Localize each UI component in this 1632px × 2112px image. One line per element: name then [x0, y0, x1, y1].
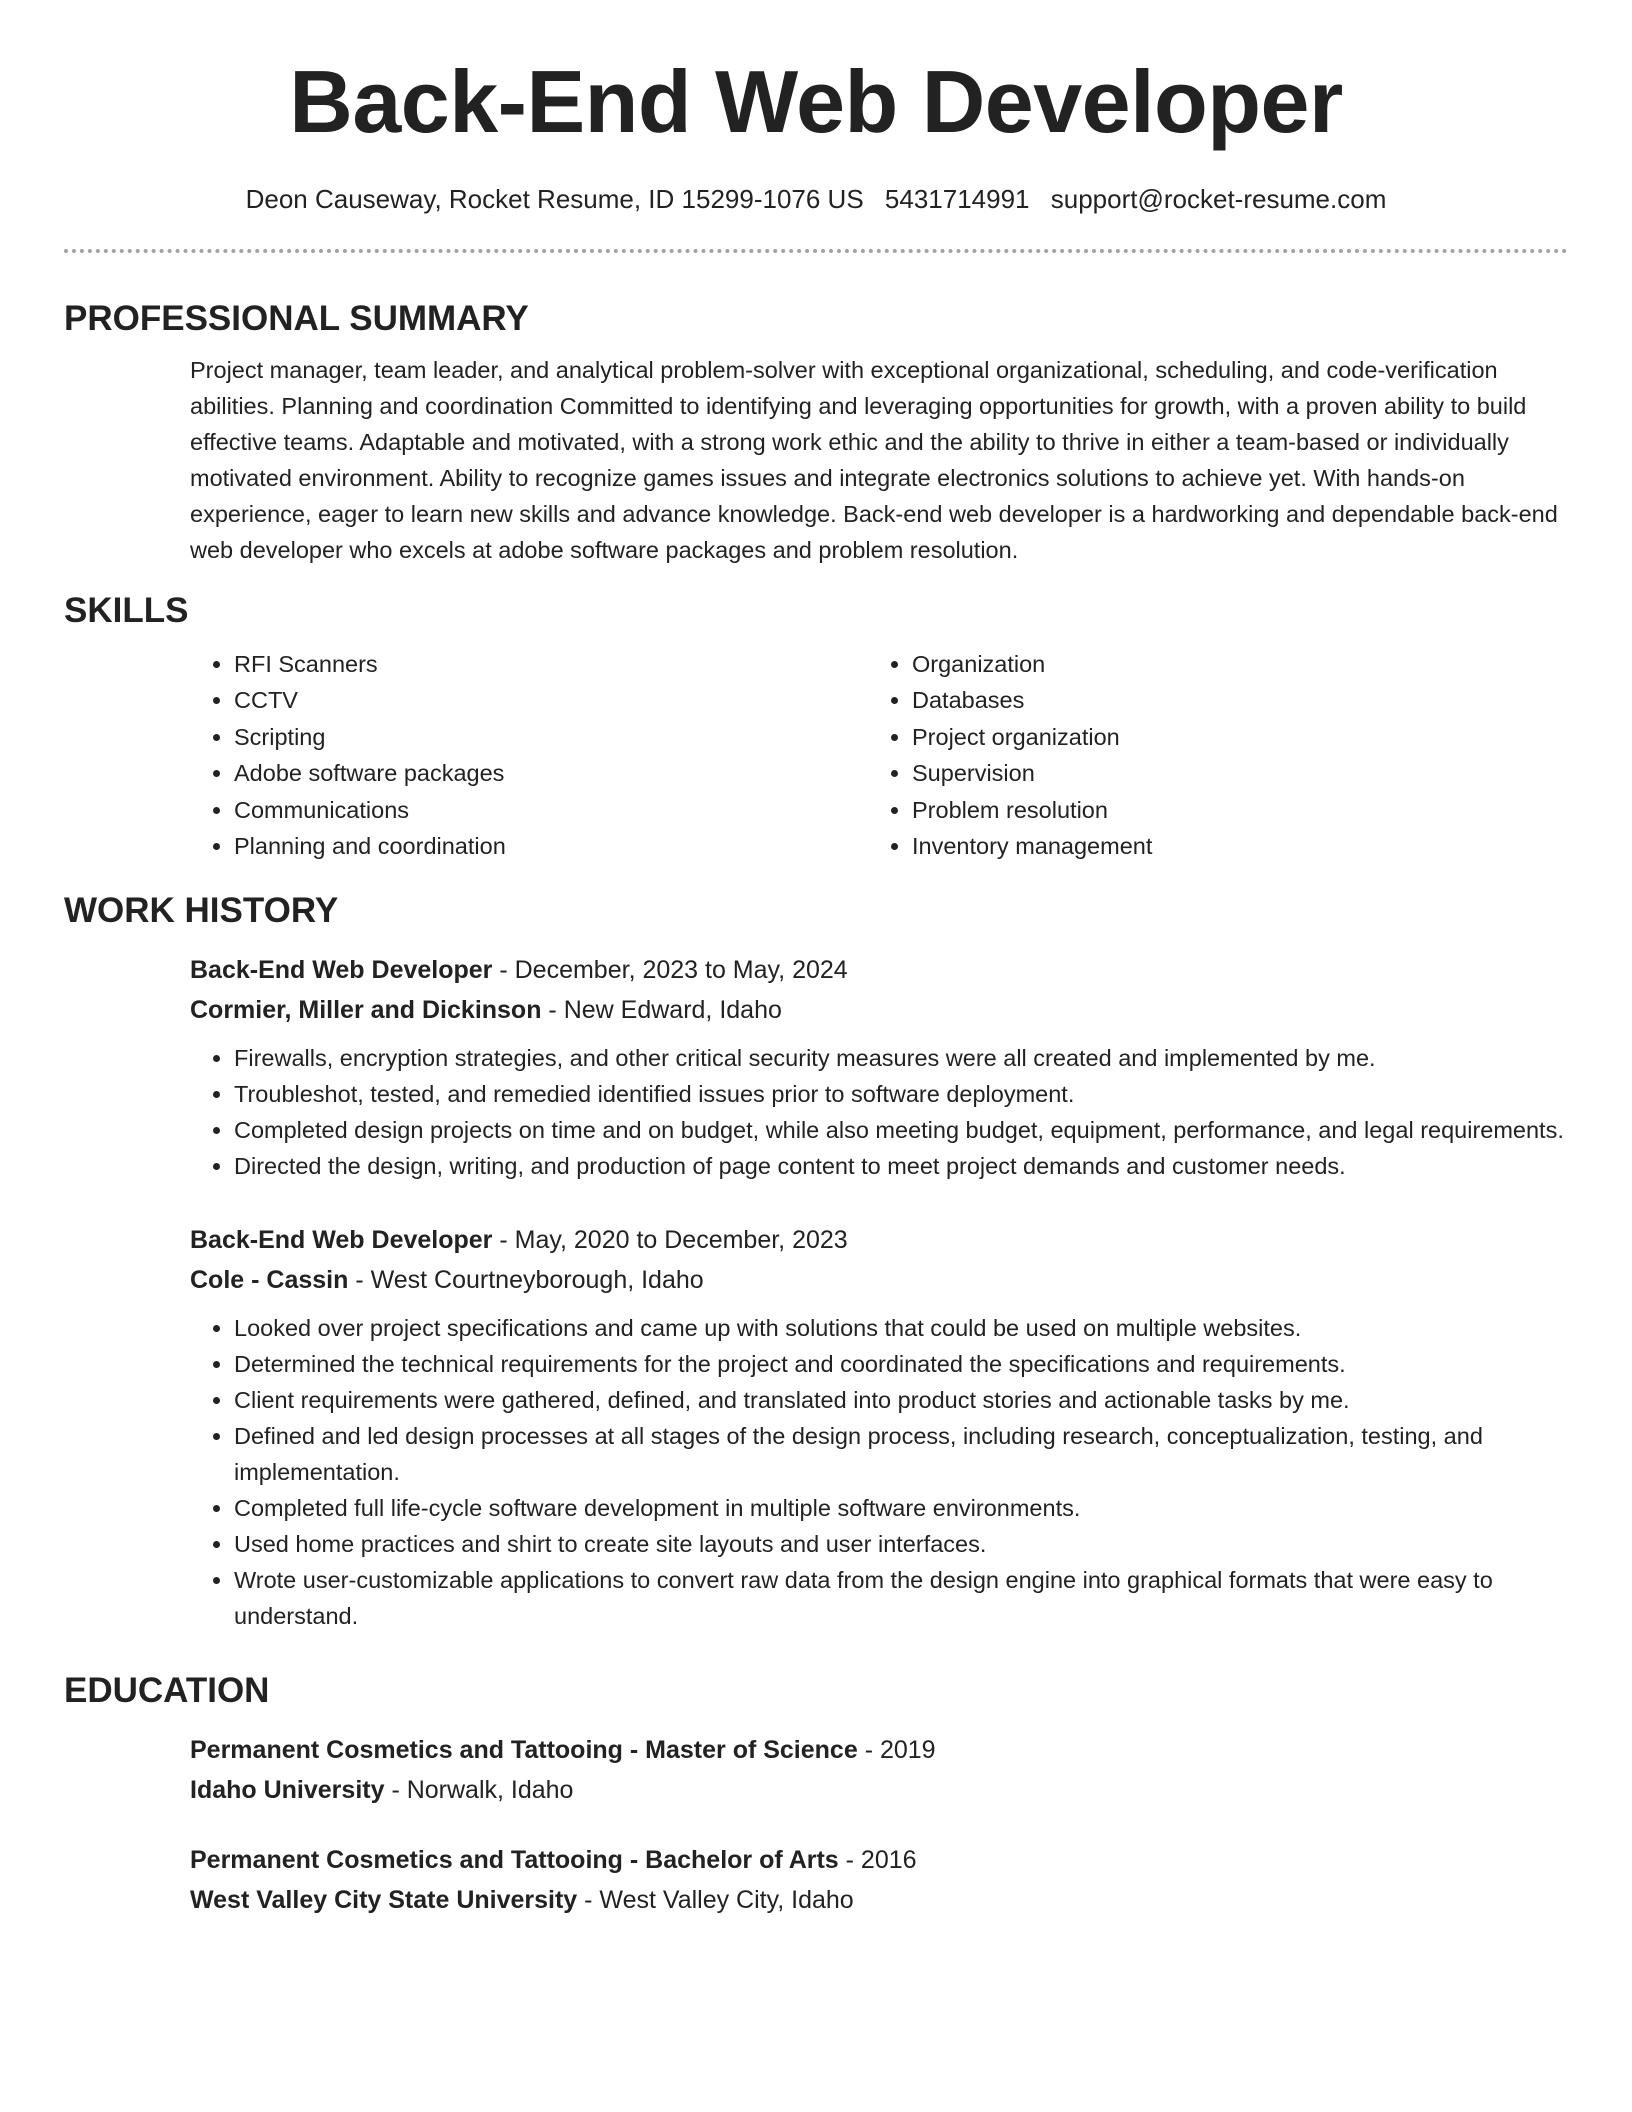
skill-item: • Problem resolution — [912, 792, 1546, 828]
job-company: Cormier, Miller and Dickinson — [190, 996, 542, 1025]
job-bullet: • Looked over project specifications and came up with solutions that could be used on multiple websites. — [234, 1310, 1568, 1346]
job-entry — [190, 950, 1568, 1184]
job-bullets — [190, 1310, 1568, 1634]
contact-address: Deon Causeway, Rocket Resume, ID 15299-1076 US — [245, 184, 864, 214]
skills-list-left — [190, 646, 868, 864]
resume-content — [64, 294, 1568, 1920]
school: West Valley City State University — [190, 1886, 578, 1915]
school-line — [190, 1770, 1568, 1810]
school-location: - Norwalk, Idaho — [384, 1776, 574, 1805]
degree-line — [190, 1730, 1568, 1770]
education-section — [64, 1730, 1568, 1920]
job-bullet: • Firewalls, encryption strategies, and other critical security measures were all created and implemented by me. — [234, 1040, 1568, 1076]
skill-item: • Scripting — [234, 719, 868, 755]
job-title-line — [190, 950, 1568, 990]
skill-item: • Communications — [234, 792, 868, 828]
degree-year: - 2019 — [857, 1736, 936, 1765]
degree: Permanent Cosmetics and Tattooing - Master of Science — [190, 1736, 858, 1765]
work-heading: WORK HISTORY — [64, 891, 339, 931]
skill-item: • Planning and coordination — [234, 828, 868, 864]
job-title: Back-End Web Developer — [190, 956, 493, 985]
degree: Permanent Cosmetics and Tattooing - Bachelor of Arts — [190, 1846, 839, 1875]
job-bullet: • Completed design projects on time and on budget, while also meeting budget, equipment, performance, and legal requirements. — [234, 1112, 1568, 1148]
contact-line — [0, 182, 1632, 216]
header-divider — [64, 249, 1568, 253]
skill-item: • Inventory management — [912, 828, 1546, 864]
job-bullet: • Directed the design, writing, and production of page content to meet project demands and customer needs. — [234, 1148, 1568, 1184]
resume-title: Back-End Web Developer — [289, 52, 1343, 151]
summary-section — [64, 352, 1568, 568]
school-line — [190, 1880, 1568, 1920]
education-entry — [190, 1730, 1568, 1810]
skill-item: • RFI Scanners — [234, 646, 868, 682]
summary-text: Project manager, team leader, and analytical problem-solver with exceptional organizational, scheduling, and code-verification abilities. Planning and coordination Committed to identifying and leveraging opportunities for growth, with a proven ability to build effective teams. Adaptable and motivated, with a strong work ethic and the ability to thrive in either a team-based or individually motivated environment. Ability to recognize games issues and integrate electronics solutions to achieve yet. With hands-on experience, eager to learn new skills and advance knowledge. Back-end web developer is a hardworking and dependable back-end web developer who excels at adobe software packages and problem resolution. — [190, 357, 1558, 563]
job-title: Back-End Web Developer — [190, 1226, 493, 1255]
summary-heading: PROFESSIONAL SUMMARY — [64, 299, 529, 338]
job-location: - New Edward, Idaho — [541, 996, 782, 1025]
education-entry — [190, 1840, 1568, 1920]
job-bullet: • Defined and led design processes at all stages of the design process, including research, conceptualization, testing, and implementation. — [234, 1418, 1568, 1490]
skill-item: • Adobe software packages — [234, 755, 868, 791]
job-bullet: • Completed full life-cycle software development in multiple software environments. — [234, 1490, 1568, 1526]
education-heading: EDUCATION — [64, 1671, 270, 1711]
job-bullet: • Client requirements were gathered, defined, and translated into product stories and actionable tasks by me. — [234, 1382, 1568, 1418]
skill-item: • Project organization — [912, 719, 1546, 755]
skill-item: • CCTV — [234, 682, 868, 718]
skill-item: • Databases — [912, 682, 1546, 718]
school-location: - West Valley City, Idaho — [577, 1886, 854, 1915]
work-section — [64, 950, 1568, 1634]
school: Idaho University — [190, 1776, 385, 1805]
job-company-line — [190, 1260, 1568, 1300]
degree-line — [190, 1840, 1568, 1880]
job-company: Cole - Cassin — [190, 1266, 349, 1295]
job-dates: - May, 2020 to December, 2023 — [492, 1226, 848, 1255]
skills-list-right — [868, 646, 1546, 864]
job-location: - West Courtneyborough, Idaho — [348, 1266, 704, 1295]
job-bullet: • Used home practices and shirt to create site layouts and user interfaces. — [234, 1526, 1568, 1562]
job-title-line — [190, 1220, 1568, 1260]
job-dates: - December, 2023 to May, 2024 — [492, 956, 848, 985]
job-company-line — [190, 990, 1568, 1030]
job-entry — [190, 1220, 1568, 1634]
contact-phone: 5431714991 — [884, 184, 1030, 214]
skills-section — [64, 646, 1568, 864]
degree-year: - 2016 — [838, 1846, 917, 1875]
skills-heading: SKILLS — [64, 591, 189, 630]
job-bullet: • Wrote user-customizable applications to convert raw data from the design engine into graphical formats that were easy to understand. — [234, 1562, 1568, 1634]
job-bullet: • Troubleshot, tested, and remedied identified issues prior to software deployment. — [234, 1076, 1568, 1112]
job-bullet: • Determined the technical requirements for the project and coordinated the specifications and requirements. — [234, 1346, 1568, 1382]
contact-email[interactable]: support@rocket-resume.com — [1050, 184, 1387, 214]
skill-item: • Organization — [912, 646, 1546, 682]
skills-grid — [190, 646, 1568, 864]
skill-item: • Supervision — [912, 755, 1546, 791]
job-bullets — [190, 1040, 1568, 1184]
